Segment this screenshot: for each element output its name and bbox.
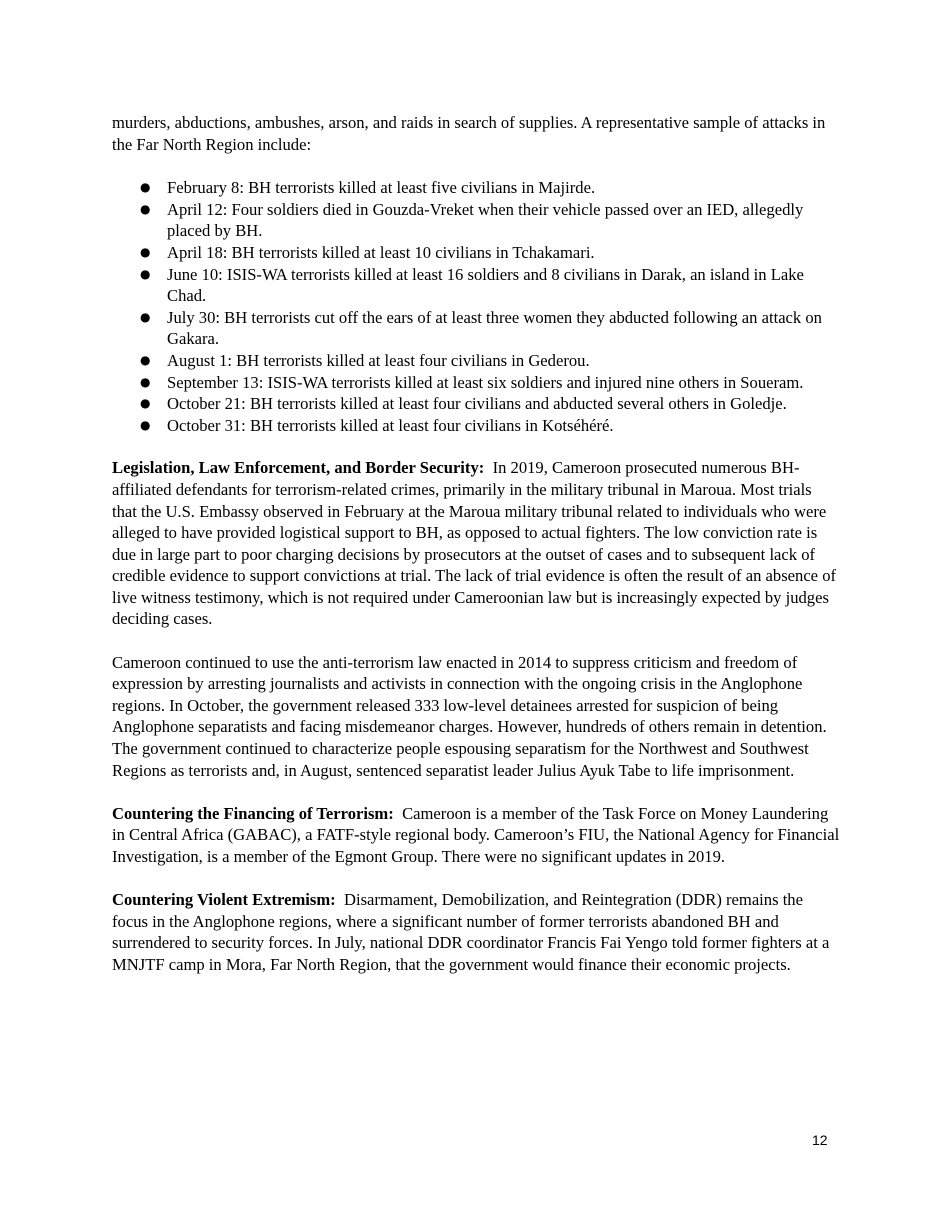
legislation-section [112, 457, 840, 630]
bullet-icon: ● [140, 417, 151, 432]
bullet-icon: ● [140, 309, 151, 324]
bullet-icon: ● [140, 396, 151, 411]
section-body: Disarmament, Demobilization, and Reintegration (DDR) remains the focus in the Anglophone regions, where a significant number of former terrorists abandoned BH and surrendered to security forces. In July, national DDR coordinator Francis Fai Yengo told former fighters at a MNJTF camp in Mora, Far North Region, that the government would finance their economic projects. [112, 890, 830, 974]
cve-section [112, 889, 840, 975]
section-heading: Legislation, Law Enforcement, and Border Security: [112, 458, 485, 478]
list-item: ● August 1: BH terrorists killed at least four civilians in Gederou. [140, 350, 590, 370]
list-item: ● April 18: BH terrorists killed at least 10 civilians in Tchakamari. [140, 242, 595, 262]
financing-section [112, 803, 840, 868]
bullet-icon: ● [140, 244, 151, 259]
section-heading: Countering Violent Extremism: [112, 890, 336, 910]
list-item: ● October 31: BH terrorists killed at least four civilians in Kotséhéré. [140, 415, 614, 435]
page-number: 12 [812, 1132, 828, 1148]
section-body: Cameroon is a member of the Task Force on Money Laundering in Central Africa (GABAC), a FATF-style regional body. Cameroon’s FIU, the National Agency for Financial Investigation, is a member of the Egmont Group. There were no significant updates in 2019. [112, 803, 840, 866]
list-item: ● July 30: BH terrorists cut off the ears of at least three women they abducted following an attack on Gakara. [140, 307, 822, 349]
bullet-icon: ● [140, 266, 151, 281]
list-item: ● February 8: BH terrorists killed at least five civilians in Majirde. [140, 178, 596, 198]
list-item: ● October 21: BH terrorists killed at least four civilians and abducted several others in Goledje. [140, 394, 787, 414]
section-body: In 2019, Cameroon prosecuted numerous BH-affiliated defendants for terrorism-related crimes, primarily in the military tribunal in Maroua. Most trials that the U.S. Embassy observed in February at the Maroua military tribunal related to individuals who were alleged to have provided logistical support to BH, as opposed to actual fighters. The low conviction rate is due in large part to poor charging decisions by prosecutors at the outset of cases and to subsequent lack of credible evidence to support convictions at trial. The lack of trial evidence is often the result of an absence of live witness testimony, which is not required under Cameroonian law but is increasingly expected by judges deciding cases. [112, 458, 837, 629]
document-page [112, 112, 840, 997]
bullet-icon: ● [140, 180, 151, 195]
section-heading: Countering the Financing of Terrorism: [112, 803, 394, 823]
attack-list [112, 177, 840, 436]
list-item: ● September 13: ISIS-WA terrorists killed at least six soldiers and injured nine others in Soueram. [140, 372, 804, 392]
list-item: ● April 12: Four soldiers died in Gouzda-Vreket when their vehicle passed over an IED, allegedly placed by BH. [140, 199, 804, 241]
bullet-icon: ● [140, 352, 151, 367]
bullet-icon: ● [140, 374, 151, 389]
anti-terrorism-paragraph: Cameroon continued to use the anti-terrorism law enacted in 2014 to suppress criticism and freedom of expression by arresting journalists and activists in connection with the ongoing crisis in the Anglophone regions. In October, the government released 333 low-level detainees arrested for suspicion of being Anglophone separatists and facing misdemeanor charges. However, hundreds of others remain in detention. The government continued to characterize people espousing separatism for the Northwest and Southwest Regions as terrorists and, in August, sentenced separatist leader Julius Ayuk Tabe to life imprisonment. [112, 652, 827, 780]
intro-paragraph: murders, abductions, ambushes, arson, and raids in search of supplies. A representative sample of attacks in the Far North Region include: [112, 113, 826, 154]
bullet-icon: ● [140, 201, 151, 216]
list-item: ● June 10: ISIS-WA terrorists killed at least 16 soldiers and 8 civilians in Darak, an island in Lake Chad. [140, 264, 804, 306]
